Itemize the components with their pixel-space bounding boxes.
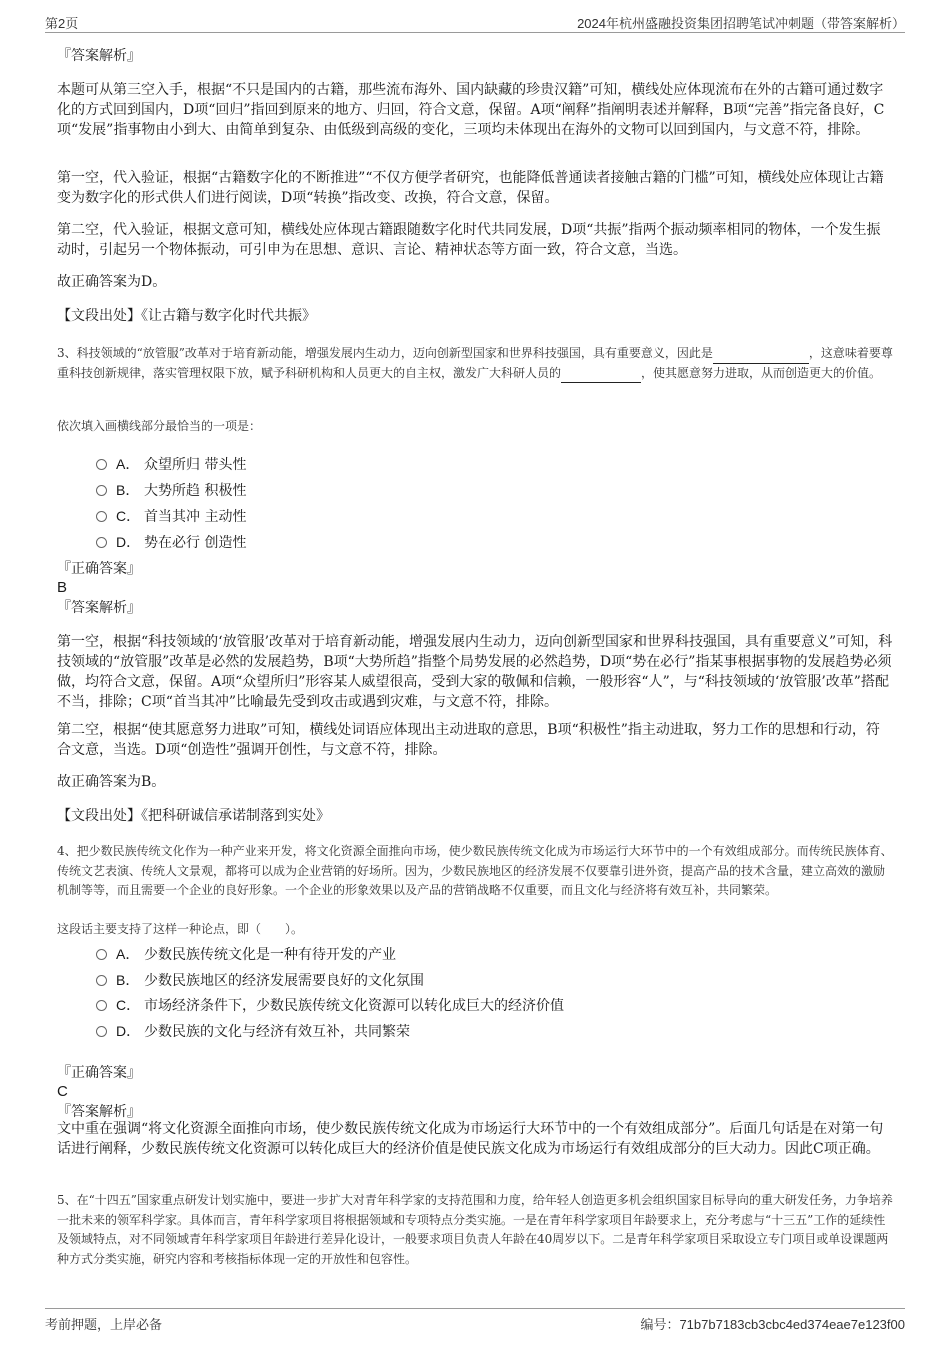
page-footer xyxy=(45,1308,905,1333)
q3-prompt: 依次填入画横线部分最恰当的一项是： xyxy=(57,419,262,433)
q4-option-b[interactable]: B． 少数民族地区的经济发展需要良好的文化氛围 xyxy=(96,970,424,990)
q4-correct-answer: C xyxy=(57,1083,68,1100)
q3-stem-part3: ，使其愿意努力进取，从而创造更大的价值。 xyxy=(641,365,882,380)
radio-icon[interactable] xyxy=(96,1026,107,1037)
page-number: 第2页 xyxy=(45,16,79,31)
q3-blank-1 xyxy=(713,349,809,364)
q3-stem-part2: ，这意味着要尊重科技创新规律，落实管理权限下放，赋予科研机构和人员更大的自主权，激发广大科研人员的 xyxy=(57,346,893,380)
q4-correct-label: 『正确答案』 xyxy=(57,1065,141,1081)
radio-icon[interactable] xyxy=(96,511,107,522)
q3-conclusion: 故正确答案为B。 xyxy=(57,774,166,790)
q4-option-a[interactable]: A． 少数民族传统文化是一种有待开发的产业 xyxy=(96,944,396,964)
q4-stem: 4、把少数民族传统文化作为一种产业来开发，将文化资源全面推向市场，使少数民族传统文化成为市场运行大环节中的一个有效组成部分。而传统民族体育、传统文艺表演、传统人文景观，都将可以成为企业营销的好场所。因为，少数民族地区的经济发展不仅要靠引进外资，提高产品的技术含量，建立高效的激励机制等等，而且需要一个企业的良好形象。一个企业的形象效果以及产品的营销战略不仅重要，而且文化与经济将有效互补，共同繁荣。 xyxy=(57,844,893,897)
document-code: 编号：71b7b7183cb3cbc4ed374eae7e123f00 xyxy=(640,1317,905,1332)
q4-analysis-label: 『答案解析』 xyxy=(57,1104,141,1120)
q2-source: 【文段出处】《让古籍与数字化时代共振》 xyxy=(57,308,316,324)
q3-option-c[interactable]: C． 首当其冲 主动性 xyxy=(96,506,246,526)
q2-analysis-para1: 本题可从第三空入手，根据“不只是国内的古籍，那些流布海外、国内缺藏的珍贵汉籍”可知，横线处应体现流布在外的古籍可通过数字化的方式回到国内，D项“回归”指回到原来的地方、归回，符合文意，保留。A项“阐释”指阐明表述并解释，B项“完善”指完备良好，C项“发展”指事物由小到大、由简单到复杂、由低级到高级的变化，三项均未体现出在海外的文物可以回到国内，与文意不符，排除。 xyxy=(57,82,885,138)
q2-analysis-label: 『答案解析』 xyxy=(57,48,141,64)
q3-analysis-para2: 第二空，根据“使其愿意努力进取”可知，横线处词语应体现出主动进取的意思，B项“积极性”指主动进取，努力工作的思想和行动，符合文意，当选。D项“创造性”强调开创性，与文意不符，排除。 xyxy=(57,722,880,758)
q2-conclusion: 故正确答案为D。 xyxy=(57,274,167,290)
q2-analysis-para2: 第一空，代入验证，根据“古籍数字化的不断推进”“不仅方便学者研究，也能降低普通读者接触古籍的门槛”可知，横线处应体现让古籍变为数字化的形式供人们进行阅读，D项“转换”指改变、改换，符合文意，保留。 xyxy=(57,170,884,206)
q3-stem-part1: 3、科技领域的“放管服”改革对于培育新动能，增强发展内生动力，迈向创新型国家和世界科技强国，具有重要意义，因此是 xyxy=(57,346,713,360)
q4-option-d[interactable]: D． 少数民族的文化与经济有效互补，共同繁荣 xyxy=(96,1021,410,1041)
q4-option-c[interactable]: C． 市场经济条件下，少数民族传统文化资源可以转化成巨大的经济价值 xyxy=(96,995,564,1015)
document-title: 2024年杭州盛融投资集团招聘笔试冲刺题（带答案解析） xyxy=(577,16,905,31)
q2-analysis-para3: 第二空，代入验证，根据文意可知，横线处应体现古籍跟随数字化时代共同发展，D项“共振”指两个振动频率相同的物体，一个发生振动时，引起另一个物体振动，可引申为在思想、意识、言论、精神状态等方面一致，符合文意，当选。 xyxy=(57,222,881,258)
footer-note: 考前押题，上岸必备 xyxy=(45,1318,163,1333)
q3-source: 【文段出处】《把科研诚信承诺制落到实处》 xyxy=(57,808,330,824)
radio-icon[interactable] xyxy=(96,949,107,960)
radio-icon[interactable] xyxy=(96,975,107,986)
q3-stem xyxy=(57,344,893,383)
q3-blank-2 xyxy=(561,368,641,383)
q3-correct-label: 『正确答案』 xyxy=(57,561,141,577)
q3-analysis-para1: 第一空，根据“科技领域的‘放管服’改革对于培育新动能，增强发展内生动力，迈向创新型国家和世界科技强国，具有重要意义”可知，科技领域的“放管服”改革是必然的发展趋势，B项“大势所趋”指整个局势发展的必然趋势，D项“势在必行”指某事根据事物的发展趋势必须做，均符合文意，保留。A项“众望所归”形容某人威望很高，受到大家的敬佩和信赖，一般形容“人”，与“科技领域的‘放管服’改革”搭配不当，排除；C项“首当其冲”比喻最先受到攻击或遇到灾难，与文意不符，排除。 xyxy=(57,634,893,710)
q3-option-a[interactable]: A． 众望所归 带头性 xyxy=(96,454,246,474)
radio-icon[interactable] xyxy=(96,537,107,548)
q5-stem: 5、在“十四五”国家重点研发计划实施中，要进一步扩大对青年科学家的支持范围和力度，给年轻人创造更多机会组织国家目标导向的重大研发任务，力争培养一批未来的领军科学家。具体而言，青年科学家项目将根据领域和专项特点分类实施。一是在青年科学家项目年龄要求上，充分考虑与“十三五”工作的延续性及领域特点，对不同领域青年科学家项目年龄进行差异化设计，一般要求项目负责人年龄在40周岁以下。二是青年科学家项目采取设立专门项目或单设课题两种方式分类实施，研究内容和考核指标体现一定的开放性和包容性。 xyxy=(57,1193,893,1266)
q4-analysis: 文中重在强调“将文化资源全面推向市场，使少数民族传统文化成为市场运行大环节中的一个有效组成部分”。后面几句话是在对第一句话进行阐释，少数民族传统文化资源可以转化成巨大的经济价值是使民族文化成为市场运行有效组成部分的巨大动力。因此C项正确。 xyxy=(57,1121,884,1157)
q3-analysis-label: 『答案解析』 xyxy=(57,600,141,616)
radio-icon[interactable] xyxy=(96,485,107,496)
q4-prompt: 这段话主要支持了这样一种论点，即（ ）。 xyxy=(57,922,304,936)
page-header xyxy=(45,10,905,33)
q3-option-b[interactable]: B． 大势所趋 积极性 xyxy=(96,480,246,500)
q3-option-d[interactable]: D． 势在必行 创造性 xyxy=(96,532,246,552)
q3-correct-answer: B xyxy=(57,579,68,596)
radio-icon[interactable] xyxy=(96,459,107,470)
radio-icon[interactable] xyxy=(96,1000,107,1011)
